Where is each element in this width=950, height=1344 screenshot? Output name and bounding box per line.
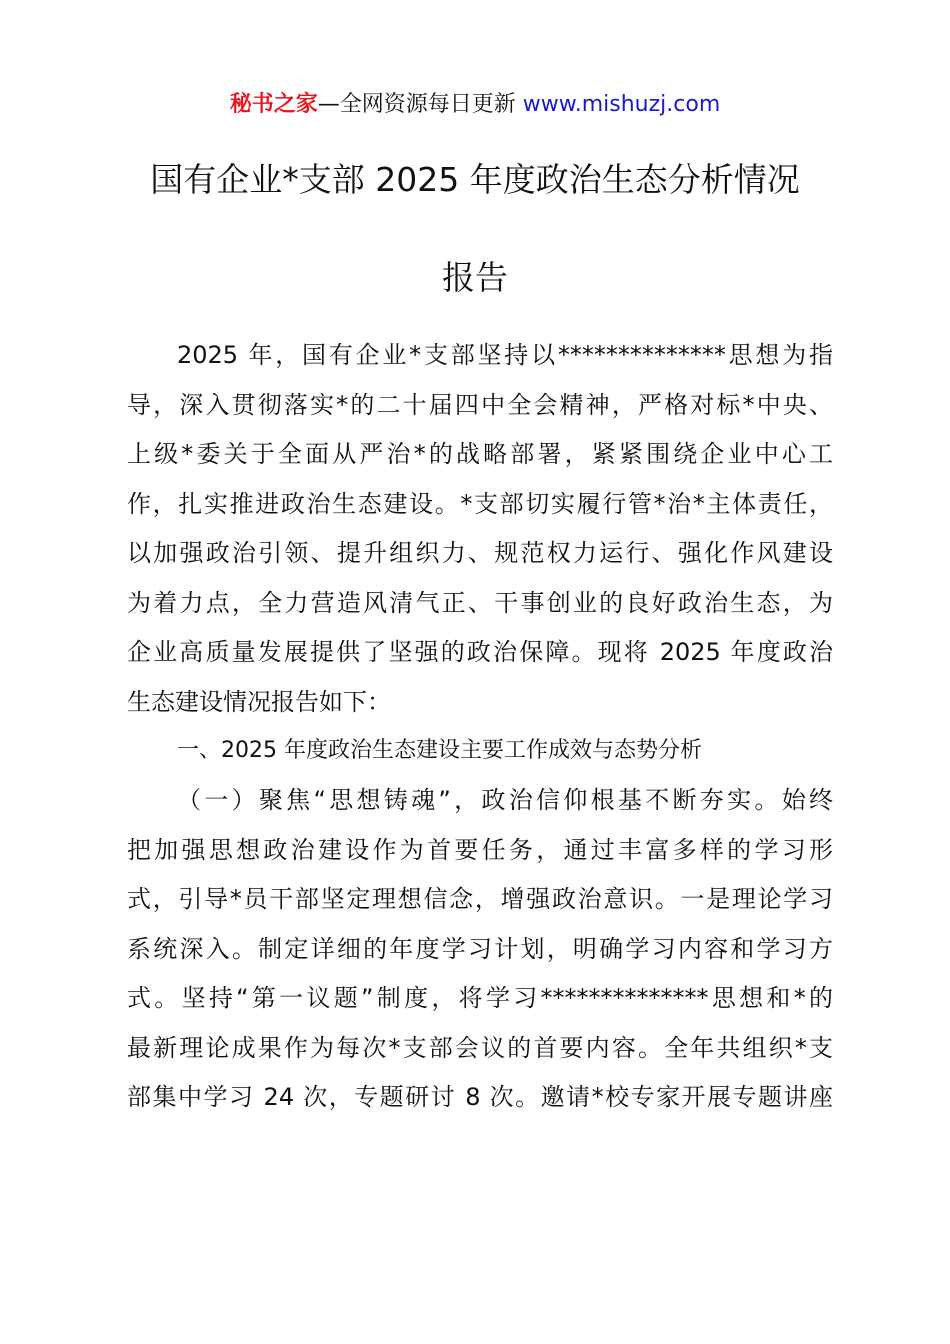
text-line: 企业高质量发展提供了坚强的政治保障。现将 2025 年度政治 [127, 638, 833, 666]
text-line: 作，扎实推进政治生态建设。*支部切实履行管*治*主体责任， [127, 489, 833, 518]
text-line: 式。坚持“第一议题”制度，将学习**************思想和*的 [127, 984, 833, 1012]
text-line: 2025 年，国有企业*支部坚持以**************思想为指 [177, 341, 833, 369]
document-title-line-1: 国有企业*支部 2025 年度政治生态分析情况 [150, 160, 800, 199]
document-body [127, 334, 833, 1126]
intro-paragraph [127, 334, 833, 730]
text-line: 把加强思想政治建设作为首要任务，通过丰富多样的学习形 [127, 835, 833, 864]
text-line: （一）聚焦“思想铸魂”，政治信仰根基不断夯实。始终 [177, 786, 833, 814]
site-header [0, 88, 950, 122]
site-url-link[interactable]: www.mishuzj.com [522, 92, 721, 117]
text-line: 上级*委关于全面从严治*的战略部署，紧紧围绕企业中心工 [127, 440, 833, 468]
text-line: 生态建设情况报告如下： [127, 687, 391, 716]
text-line: 导，深入贯彻落实*的二十届四中全会精神，严格对标*中央、 [127, 390, 833, 419]
text-line: 以加强政治引领、提升组织力、规范权力运行、强化作风建设 [127, 539, 833, 567]
section-heading: 一、2025 年度政治生态建设主要工作成效与态势分析 [177, 738, 702, 763]
text-line: 部集中学习 24 次，专题研讨 8 次。邀请*校专家开展专题讲座 [127, 1083, 833, 1111]
text-line: 系统深入。制定详细的年度学习计划，明确学习内容和学习方 [127, 934, 833, 963]
document-title-line-2: 报告 [442, 258, 508, 297]
text-line: 式，引导*员干部坚定理想信念，增强政治意识。一是理论学习 [127, 885, 833, 913]
site-brand: 秘书之家 [229, 92, 318, 117]
site-tagline: —全网资源每日更新 [317, 92, 516, 117]
subsection-paragraph [127, 779, 833, 1126]
text-line: 为着力点，全力营造风清气正、干事创业的良好政治生态，为 [127, 588, 833, 617]
text-line: 最新理论成果作为每次*支部会议的首要内容。全年共组织*支 [127, 1033, 833, 1062]
